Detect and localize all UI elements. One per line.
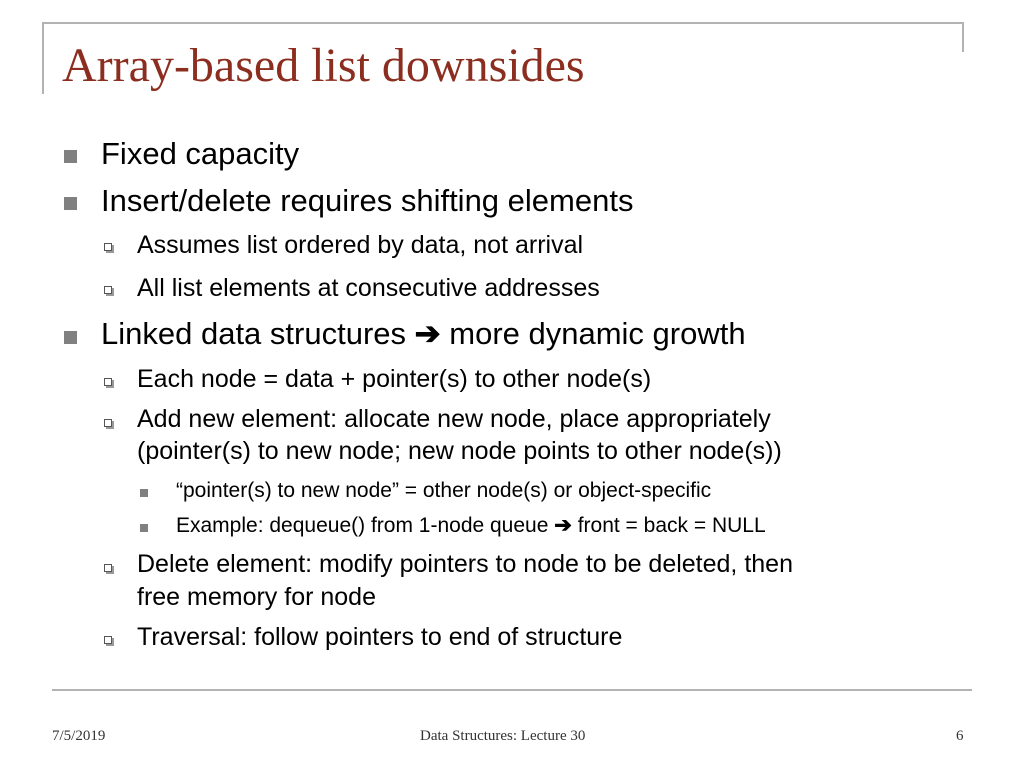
- subbullet-traversal: Traversal: follow pointers to end of structure: [137, 623, 623, 651]
- frame-top-line: [42, 22, 964, 24]
- subbullet-delete-element-cont: free memory for node: [137, 583, 376, 611]
- frame-left-line: [42, 22, 44, 94]
- small-square-bullet-icon: [140, 524, 148, 532]
- subbullet-ordered: Assumes list ordered by data, not arrival: [137, 231, 584, 259]
- footer-date: 7/5/2019: [52, 728, 106, 744]
- right-arrow-icon: ➔: [554, 514, 572, 537]
- square-bullet-icon: [64, 331, 77, 344]
- subsubbullet-example-dequeue: [176, 514, 766, 537]
- hollow-square-bullet-icon: [104, 286, 112, 294]
- linked-text-pre: Linked data structures: [101, 316, 407, 351]
- small-square-bullet-icon: [140, 489, 148, 497]
- footer-title: Data Structures: Lecture 30: [420, 728, 586, 744]
- hollow-square-bullet-icon: [104, 243, 112, 251]
- frame-bottom-line: [52, 689, 972, 691]
- bullet-fixed-capacity: Fixed capacity: [101, 136, 300, 171]
- hollow-square-bullet-icon: [104, 636, 112, 644]
- subbullet-each-node: Each node = data + pointer(s) to other node(s): [137, 365, 652, 393]
- subbullet-delete-element: Delete element: modify pointers to node to be deleted, then: [137, 550, 793, 578]
- right-arrow-icon: ➔: [414, 316, 441, 351]
- footer-page-number: 6: [956, 728, 964, 744]
- subsubbullet-pointer-new-node: “pointer(s) to new node” = other node(s) or object-specific: [176, 479, 712, 502]
- example-text-pre: Example: dequeue() from 1-node queue: [176, 514, 549, 537]
- subbullet-add-element: Add new element: allocate new node, place appropriately: [137, 405, 771, 433]
- bullet-insert-delete: Insert/delete requires shifting elements: [101, 183, 634, 218]
- frame-right-line: [962, 22, 964, 52]
- slide-title: Array-based list downsides: [62, 39, 585, 92]
- subbullet-add-element-cont: (pointer(s) to new node; new node points to other node(s)): [137, 437, 782, 465]
- hollow-square-bullet-icon: [104, 419, 112, 427]
- linked-text-post: more dynamic growth: [449, 316, 746, 351]
- square-bullet-icon: [64, 150, 77, 163]
- example-text-post: front = back = NULL: [577, 514, 766, 537]
- hollow-square-bullet-icon: [104, 564, 112, 572]
- subbullet-consecutive: All list elements at consecutive addresses: [137, 274, 600, 302]
- bullet-linked-structures: [101, 317, 746, 351]
- hollow-square-bullet-icon: [104, 378, 112, 386]
- square-bullet-icon: [64, 197, 77, 210]
